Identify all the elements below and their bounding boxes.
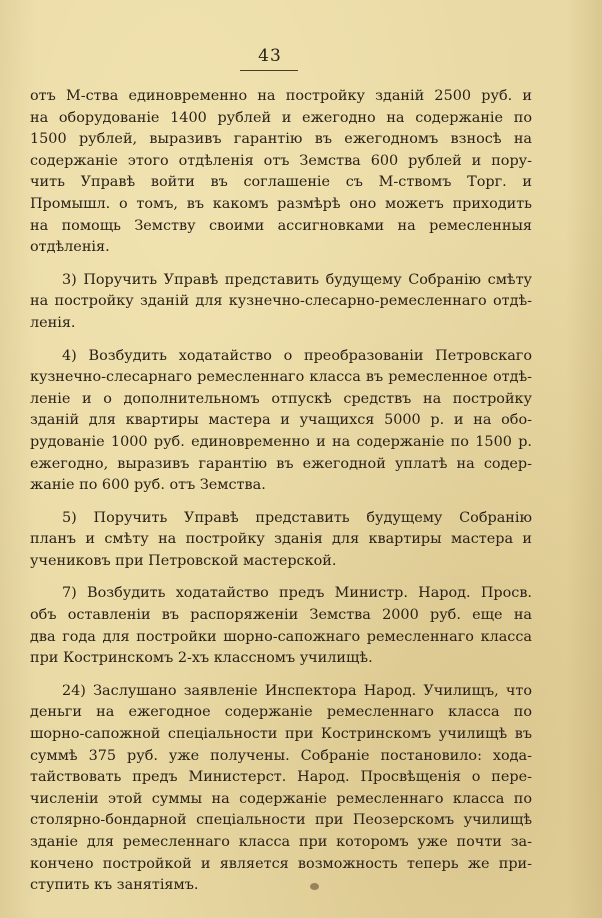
text-line: на постройку зданій для кузнечно-слесарно-ремесленнаго отдѣ-	[30, 293, 532, 310]
text-line: Промышл. о томъ, въ какомъ размѣрѣ оно можетъ приходить	[30, 195, 532, 212]
text-line: отъ М-ства единовременно на постройку зданій 2500 руб. и	[30, 88, 532, 104]
text-line: 3) Поручить Управѣ представить будущему Собранію смѣту	[62, 271, 532, 288]
body-text	[30, 86, 532, 897]
text-line: ежегодно, выразивъ гарантію въ ежегодной уплатѣ на содер-	[30, 455, 532, 472]
text-line: два года для постройки шорно-сапожнаго ремесленнаго класса	[30, 628, 532, 645]
text-line: при Костринскомъ 2-хъ классномъ училищѣ.	[30, 650, 373, 667]
text-line: рудованіе 1000 руб. единовременно и на содержаніе по 1500 р.	[30, 433, 532, 450]
text-line: учениковъ при Петровской мастерской.	[30, 552, 337, 569]
text-line: шорно-сапожной спеціальности при Костринскомъ училищѣ въ	[30, 726, 532, 743]
text-line: зданій для квартиры мастера и учащихся 5000 р. и на обо-	[30, 412, 532, 429]
text-line: 1500 рублей, выразивъ гарантію въ ежегодномъ взносѣ на	[30, 131, 532, 148]
text-line: кончено постройкой и является возможность теперь же при-	[30, 855, 532, 872]
text-line: суммѣ 375 руб. уже получены. Собраніе постановило: хода-	[30, 747, 532, 764]
paragraph-item-7	[30, 583, 532, 669]
text-line: ступить къ занятіямъ.	[30, 877, 199, 894]
text-line: объ оставленіи въ распоряженіи Земства 2000 руб. еще на	[30, 607, 532, 624]
text-line: 7) Возбудить ходатайство предъ Министр. Народ. Просв.	[62, 585, 532, 602]
page-number: 43	[258, 46, 282, 66]
text-line: тайствовать предъ Министерст. Народ. Просвѣщенія о пере-	[30, 769, 532, 786]
text-line: численіи этой суммы на содержаніе ремесленнаго класса по	[30, 790, 532, 807]
paragraph-continuation	[30, 86, 532, 259]
text-line: на оборудованіе 1400 рублей и ежегодно на содержаніе по	[30, 109, 532, 126]
paragraph-item-24	[30, 681, 532, 897]
paragraph-item-4	[30, 346, 532, 497]
text-line: жаніе по 600 руб. отъ Земства.	[30, 477, 266, 494]
ink-smudge	[310, 883, 319, 890]
text-line: леніе и о дополнительномъ отпускѣ средствъ на постройку	[30, 390, 532, 407]
paragraph-item-5	[30, 508, 532, 573]
text-line: содержаніе этого отдѣленія отъ Земства 600 рублей и пору-	[30, 152, 532, 169]
text-line: чить Управѣ войти въ соглашеніе съ М-ствомъ Торг. и	[30, 174, 532, 191]
text-line: отдѣленія.	[30, 239, 110, 256]
text-line: планъ и смѣту на постройку зданія для квартиры мастера и	[30, 531, 532, 548]
text-line: столярно-бондарной спеціальности при Пеозерскомъ училищѣ	[30, 812, 532, 829]
text-line: деньги на ежегодное содержаніе ремесленнаго класса по	[30, 704, 532, 721]
text-line: 4) Возбудить ходатайство о преобразованіи Петровскаго	[62, 347, 532, 364]
text-line: на помощь Земству своими ассигновками на ремесленныя	[30, 217, 532, 234]
text-line: 24) Заслушано заявленіе Инспектора Народ. Училищъ, что	[62, 682, 532, 699]
text-line: кузнечно-слесарнаго ремесленнаго класса въ ремесленное отдѣ-	[30, 369, 532, 386]
text-line: 5) Поручить Управѣ представить будущему Собранію	[62, 509, 532, 526]
text-line: зданіе для ремесленнаго класса при которомъ уже почти за-	[30, 834, 532, 850]
text-line: ленія.	[30, 314, 76, 331]
page-number-rule	[240, 70, 298, 71]
paragraph-item-3	[30, 270, 532, 335]
